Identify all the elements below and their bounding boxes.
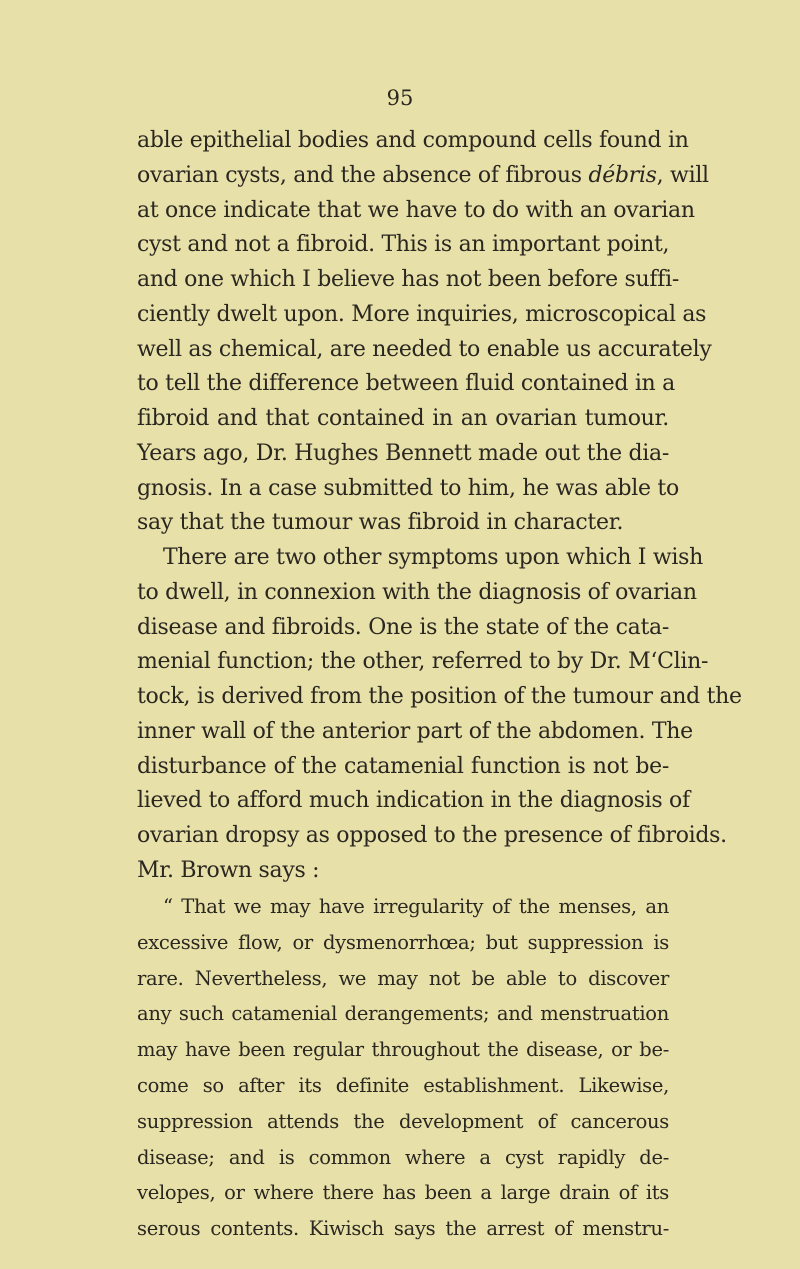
quote-line: may have been regular throughout the disease, or be- bbox=[137, 1038, 669, 1062]
quote-line: come so after its definite establishment. Likewise, bbox=[137, 1073, 669, 1097]
text-line: inner wall of the anterior part of the abdomen. The bbox=[137, 718, 693, 744]
quote-line: excessive flow, or dysmenorrhœa; but suppression is bbox=[137, 930, 669, 954]
italic-term: débris bbox=[588, 162, 657, 188]
quote-line: disease; and is common where a cyst rapidly de- bbox=[137, 1145, 669, 1169]
quote-line: velopes, or where there has been a large drain of its bbox=[137, 1181, 669, 1205]
text-line: well as chemical, are needed to enable us accurately bbox=[137, 336, 712, 362]
text-line: to tell the difference between fluid contained in a bbox=[137, 371, 675, 397]
body-text bbox=[137, 124, 742, 889]
text-line: ciently dwelt upon. More inquiries, microscopical as bbox=[137, 301, 707, 327]
quote-line: suppression attends the development of cancerous bbox=[137, 1109, 669, 1133]
text-line: There are two other symptoms upon which I wish bbox=[163, 545, 704, 570]
block-quote bbox=[137, 889, 669, 1247]
text-line: at once indicate that we have to do with an ovarian bbox=[137, 197, 695, 223]
quote-line: serous contents. Kiwisch says the arrest of menstru- bbox=[137, 1217, 669, 1241]
text-line: ovarian dropsy as opposed to the presence of fibroids. bbox=[137, 823, 727, 848]
text-line: disease and fibroids. One is the state of the cata- bbox=[137, 614, 669, 640]
text-segment: ovarian cysts, and the absence of fibrous bbox=[137, 162, 589, 188]
quote-line: “ That we may have irregularity of the menses, an bbox=[163, 895, 669, 918]
text-line: Years ago, Dr. Hughes Bennett made out the dia- bbox=[137, 440, 669, 466]
text-line: and one which I believe has not been before suffi- bbox=[137, 267, 679, 292]
text-line: fibroid and that contained in an ovarian tumour. bbox=[137, 406, 669, 431]
quote-line: any such catamenial derangements; and menstruation bbox=[137, 1002, 669, 1026]
text-line: Mr. Brown says : bbox=[137, 857, 320, 883]
text-segment: , will bbox=[656, 162, 709, 188]
text-line: lieved to afford much indication in the diagnosis of bbox=[137, 788, 690, 814]
text-line: disturbance of the catamenial function is not be- bbox=[137, 753, 669, 779]
quote-line: rare. Nevertheless, we may not be able to discover bbox=[137, 966, 669, 990]
text-line: tock, is derived from the position of the tumour and the bbox=[137, 684, 742, 709]
text-line: cyst and not a fibroid. This is an important point, bbox=[137, 232, 670, 258]
text-line: to dwell, in connexion with the diagnosis of ovarian bbox=[137, 579, 697, 605]
page-number: 95 bbox=[386, 86, 414, 110]
text-line: gnosis. In a case submitted to him, he was able to bbox=[137, 475, 679, 501]
text-line: menial function; the other, referred to by Dr. M‘Clin- bbox=[137, 649, 709, 675]
text-line: say that the tumour was fibroid in character. bbox=[137, 510, 624, 536]
text-line: able epithelial bodies and compound cells found in bbox=[137, 128, 689, 153]
text-line bbox=[137, 159, 709, 194]
